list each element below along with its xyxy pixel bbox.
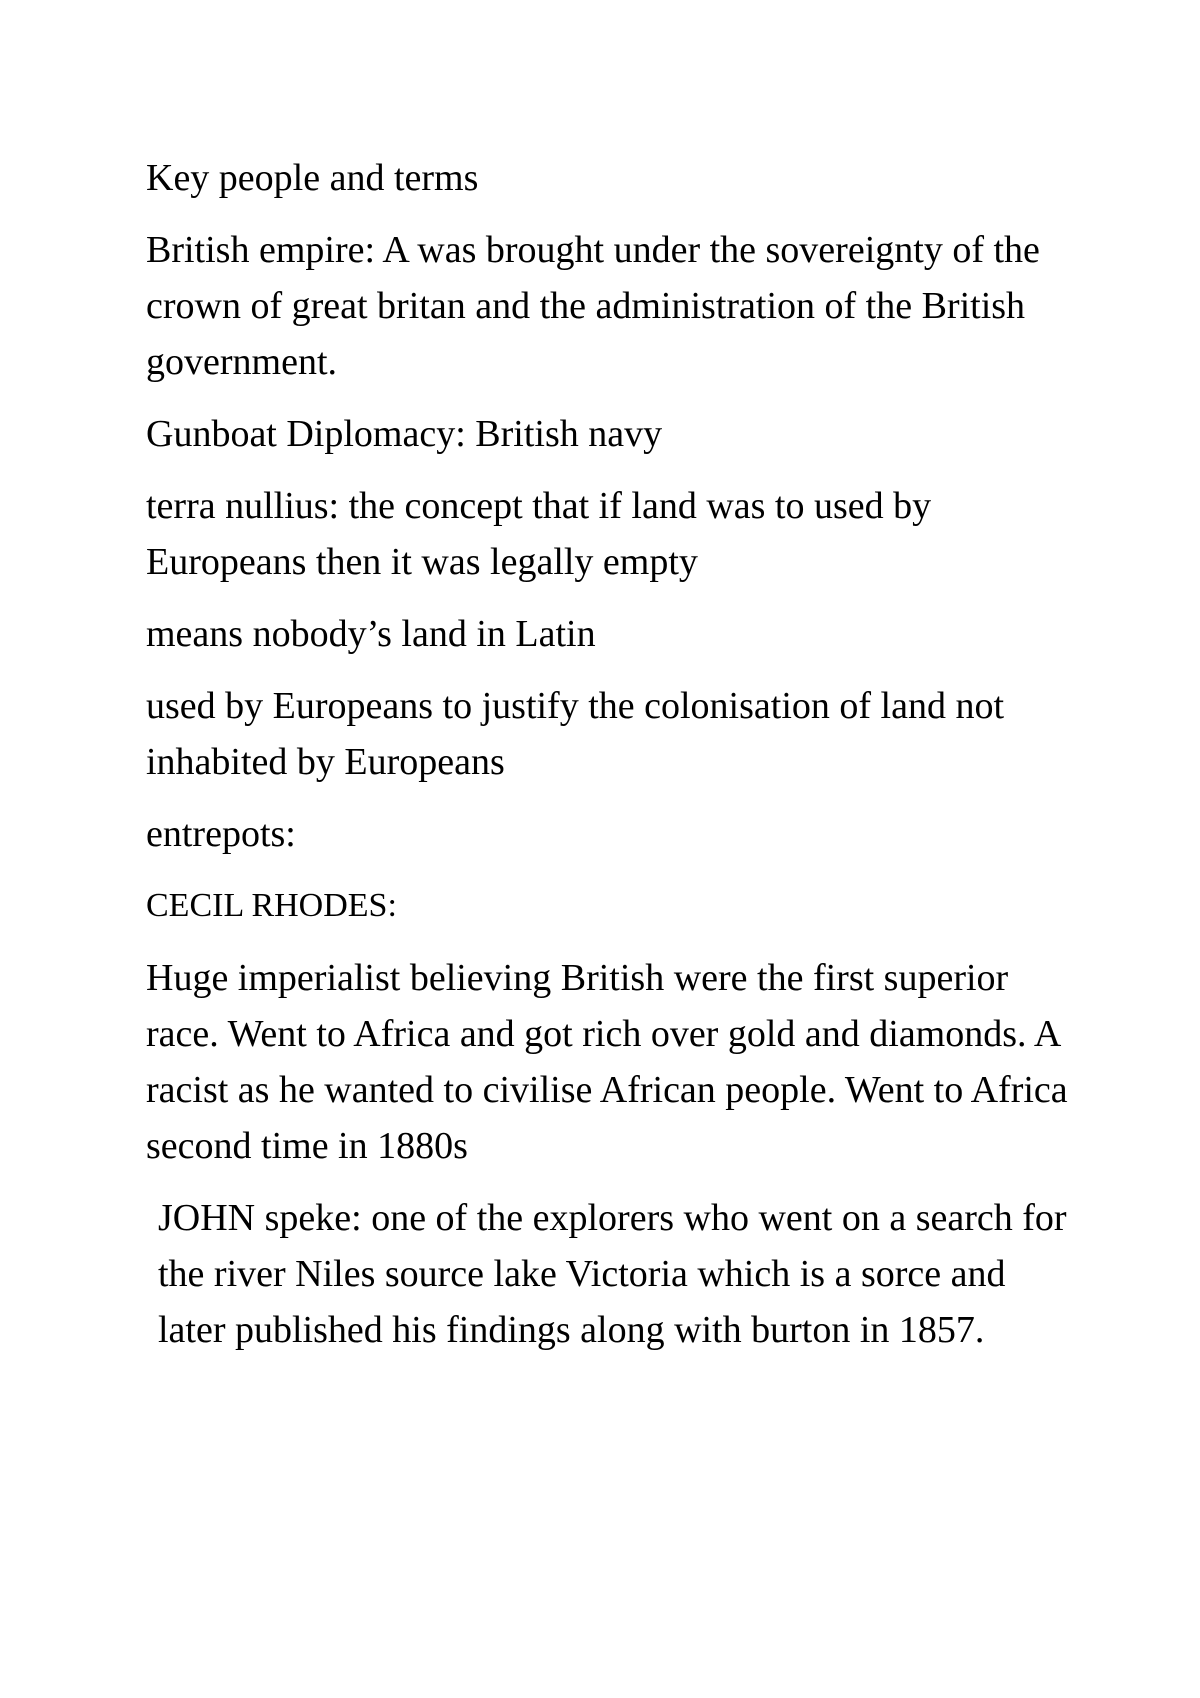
- document-body: [146, 150, 1076, 1374]
- heading-key-people-and-terms: Key people and terms: [146, 157, 479, 199]
- paragraph-terra-nullius: terra nullius: the concept that if land was to used by Europeans then it was legally empty: [146, 485, 932, 583]
- paragraph-british-empire: British empire: A was brought under the sovereignty of the crown of great britan and the administration of the British government.: [146, 229, 1040, 383]
- paragraph-nobodys-land: means nobody’s land in Latin: [146, 613, 596, 655]
- paragraph-entrepots: entrepots:: [146, 813, 296, 855]
- heading-cecil-rhodes: CECIL RHODES:: [146, 887, 397, 924]
- paragraph-cecil-rhodes-description: Huge imperialist believing British were the first superior race. Went to Africa and got rich over gold and diamonds. A racist as he wanted to civilise African people. Went to Africa second time in 1880s: [146, 957, 1068, 1167]
- paragraph-gunboat-diplomacy: Gunboat Diplomacy: British navy: [146, 413, 663, 455]
- paragraph-john-speke: JOHN speke: one of the explorers who went on a search for the river Niles source lake Victoria which is a sorce and later published his findings along with burton in 1857.: [158, 1197, 1067, 1351]
- paragraph-justify-colonisation: used by Europeans to justify the colonisation of land not inhabited by Europeans: [146, 685, 1005, 783]
